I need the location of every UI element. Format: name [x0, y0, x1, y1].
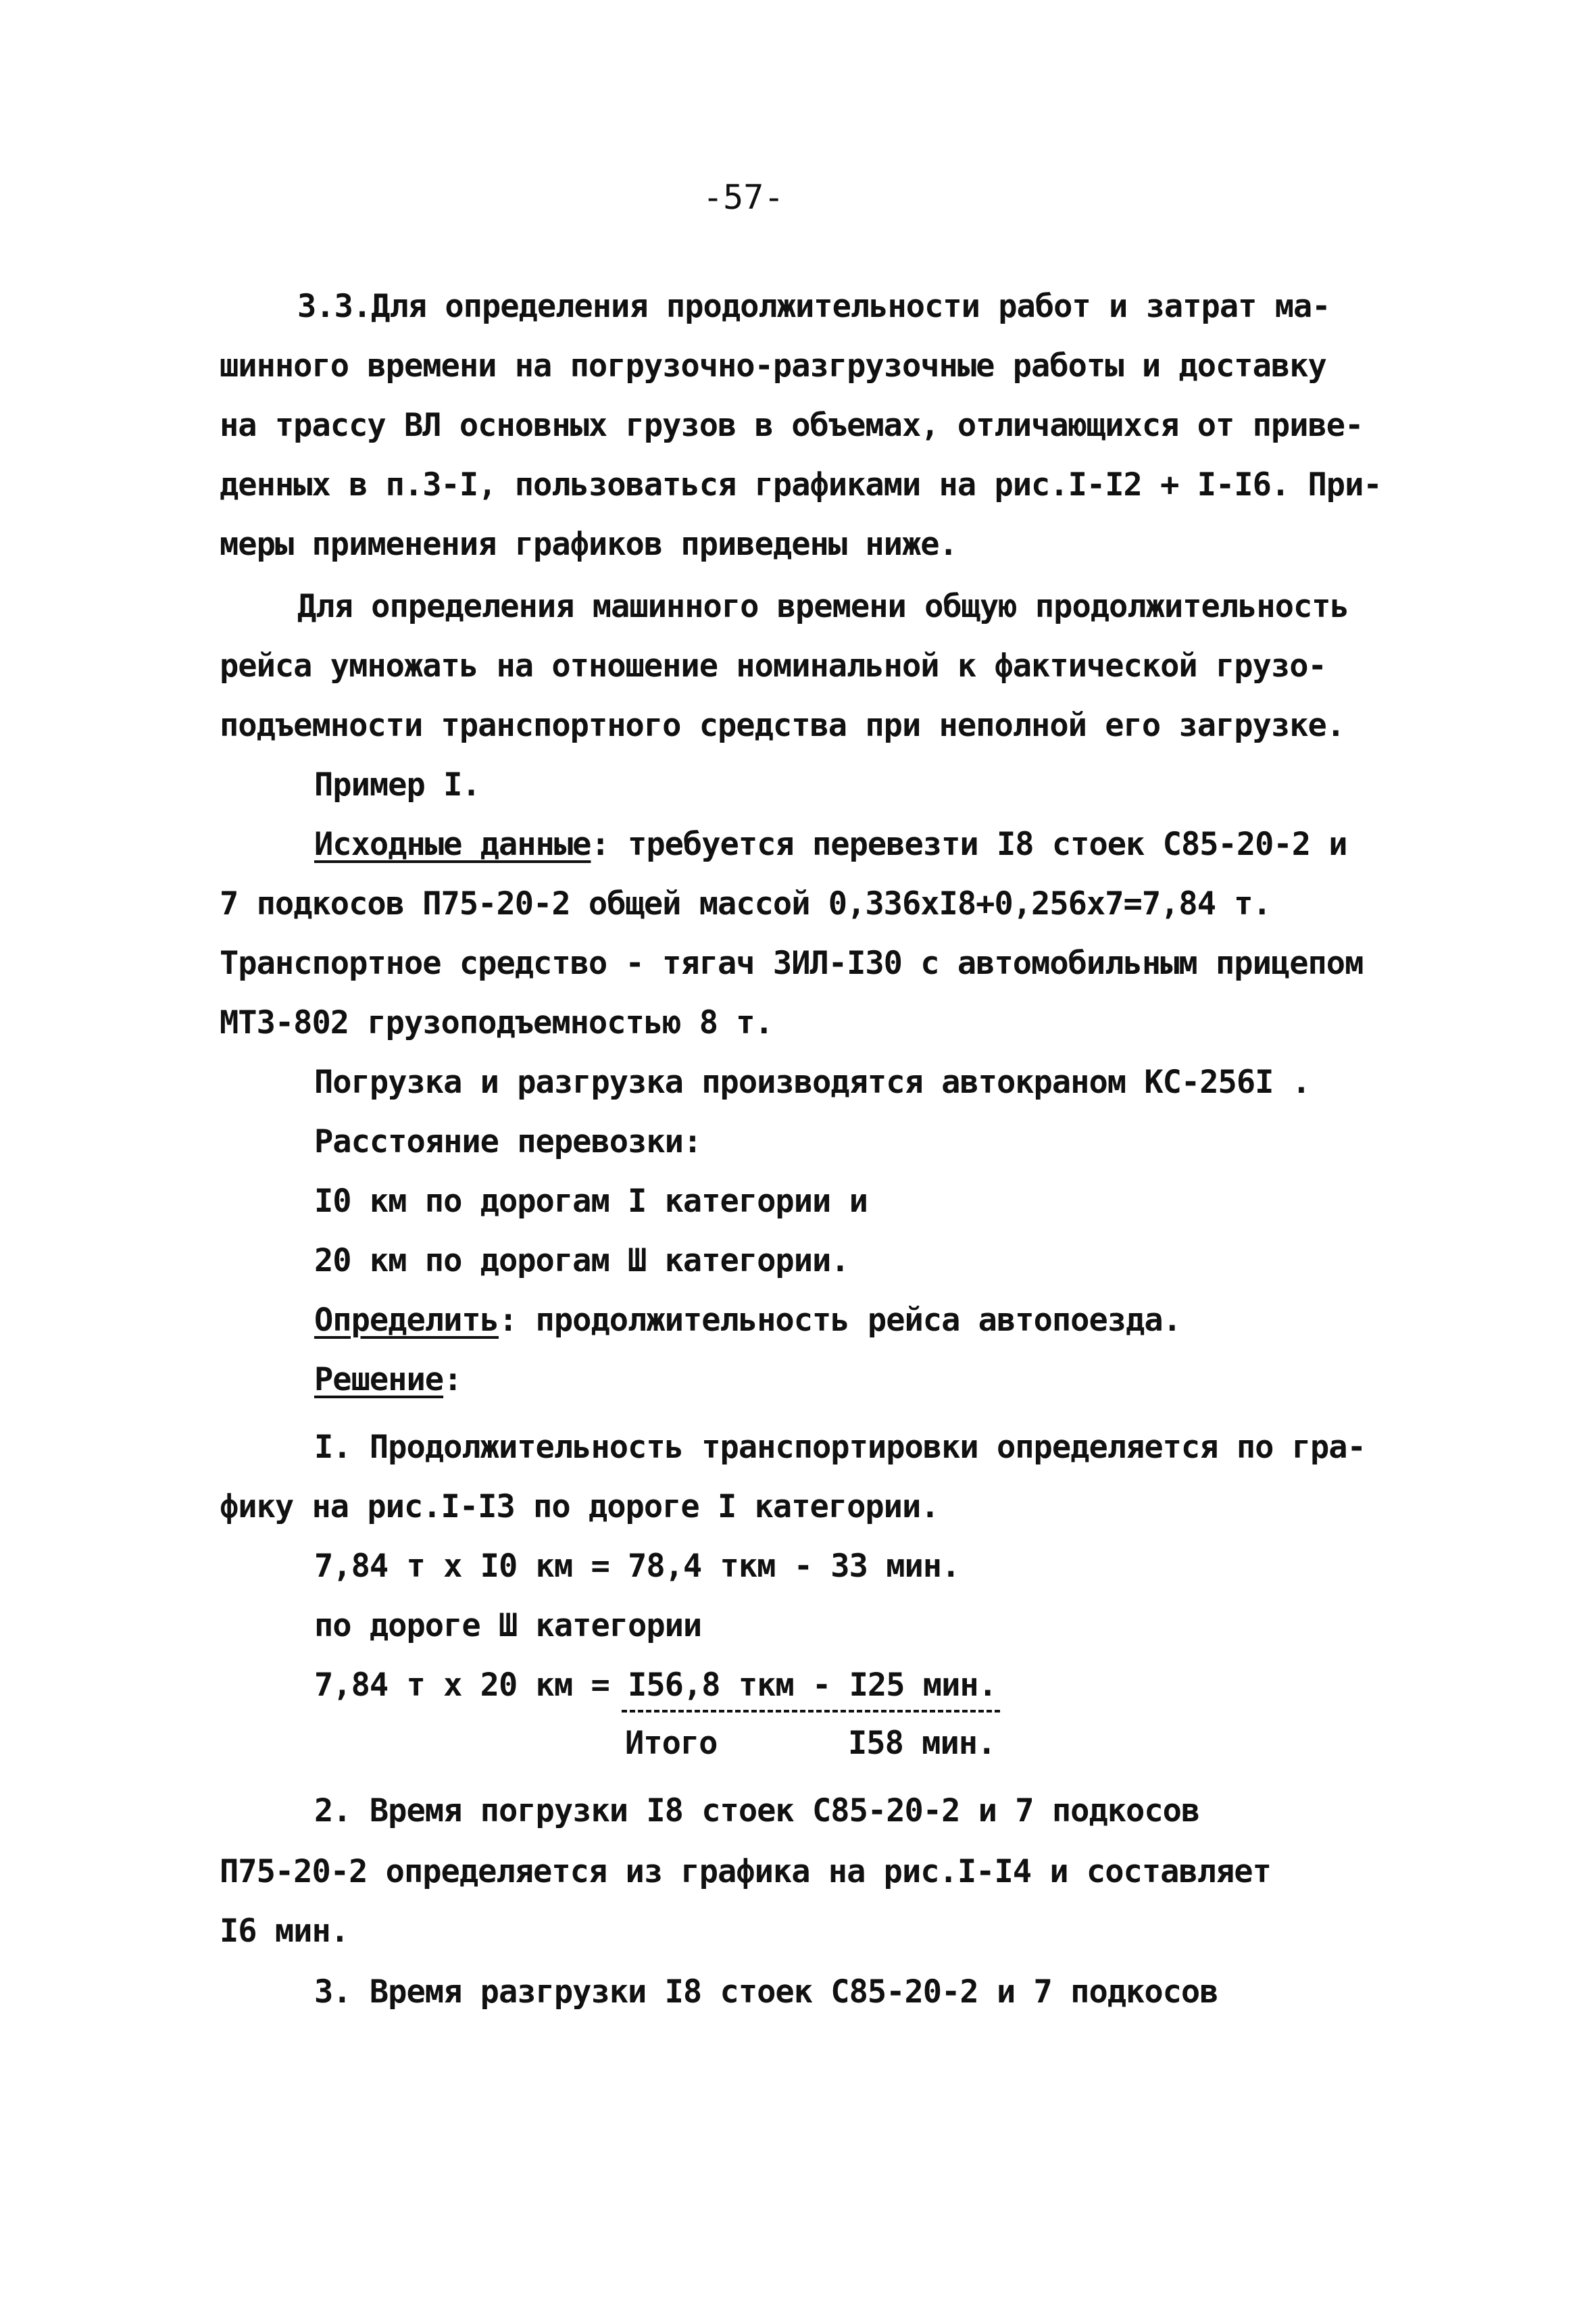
- sum-rule: [622, 1710, 1000, 1713]
- solution-colon: :: [443, 1361, 462, 1398]
- distance-title: Расстояние перевозки:: [314, 1123, 702, 1160]
- determine-label: Определить: [314, 1302, 499, 1339]
- solution-label: Решение: [314, 1361, 444, 1398]
- initial-data-line-2: 7 подкосов П75-20-2 общей массой 0,336хI8+0,256х7=7,84 т.: [220, 885, 1271, 922]
- initial-data-line-4: МТЗ-802 грузоподъемностью 8 т.: [220, 1004, 773, 1041]
- page-number: -57-: [703, 178, 784, 217]
- step1-line-2: фику на рис.I-I3 по дороге I категории.: [220, 1488, 939, 1525]
- calc-line-1: 7,84 т х I0 км = 78,4 ткм - 33 мин.: [314, 1548, 960, 1585]
- para-3-3-line-3: на трассу ВЛ основных грузов в объемах, отличающихся от приве-: [220, 407, 1364, 444]
- para-3-3-line-1: 3.3.Для определения продолжительности работ и затрат ма-: [297, 288, 1330, 325]
- step2-line-1: 2. Время погрузки I8 стоек С85-20-2 и 7 подкосов: [314, 1792, 1200, 1829]
- distance-line-1: I0 км по дорогам I категории и: [314, 1183, 868, 1220]
- step1-line-1: I. Продолжительность транспортировки определяется по гра-: [314, 1429, 1366, 1466]
- initial-data-label: Исходные данные: [314, 826, 591, 863]
- para-3-3-line-2: шинного времени на погрузочно-разгрузочные работы и доставку: [220, 347, 1326, 385]
- step2-line-3: I6 мин.: [220, 1913, 349, 1950]
- machine-time-line-1: Для определения машинного времени общую продолжительность: [297, 588, 1349, 625]
- total-value: I58 мин.: [848, 1725, 996, 1762]
- solution-line: [314, 1360, 462, 1400]
- machine-time-line-2: рейса умножать на отношение номинальной к фактической грузо-: [220, 647, 1326, 685]
- initial-data-line-3: Транспортное средство - тягач ЗИЛ-I30 с автомобильным прицепом: [220, 945, 1364, 982]
- loading-line: Погрузка и разгрузка производятся автокраном КС-256I .: [314, 1064, 1311, 1101]
- step2-line-2: П75-20-2 определяется из графика на рис.I-I4 и составляет: [220, 1853, 1271, 1890]
- para-3-3-line-4: денных в п.3-I, пользоваться графиками на рис.I-I2 + I-I6. При-: [220, 466, 1382, 503]
- initial-data-line-1: [314, 824, 1347, 865]
- calc-line-2: по дороге Ш категории: [314, 1607, 702, 1644]
- machine-time-line-3: подъемности транспортного средства при неполной его загрузке.: [220, 707, 1345, 744]
- calc-line-3: 7,84 т х 20 км = I56,8 ткм - I25 мин.: [314, 1667, 997, 1704]
- determine-text: : продолжительность рейса автопоезда.: [498, 1302, 1181, 1339]
- total-label: Итого: [625, 1725, 718, 1762]
- initial-data-colon: :: [591, 826, 609, 863]
- example-title: Пример I.: [314, 766, 480, 804]
- distance-line-2: 20 км по дорогам Ш категории.: [314, 1242, 849, 1279]
- para-3-3-line-5: меры применения графиков приведены ниже.: [220, 526, 957, 563]
- step3-line-1: 3. Время разгрузки I8 стоек С85-20-2 и 7 подкосов: [314, 1973, 1218, 2011]
- initial-data-text-1: требуется перевезти I8 стоек С85-20-2 и: [609, 826, 1347, 863]
- determine-line: [314, 1300, 1181, 1341]
